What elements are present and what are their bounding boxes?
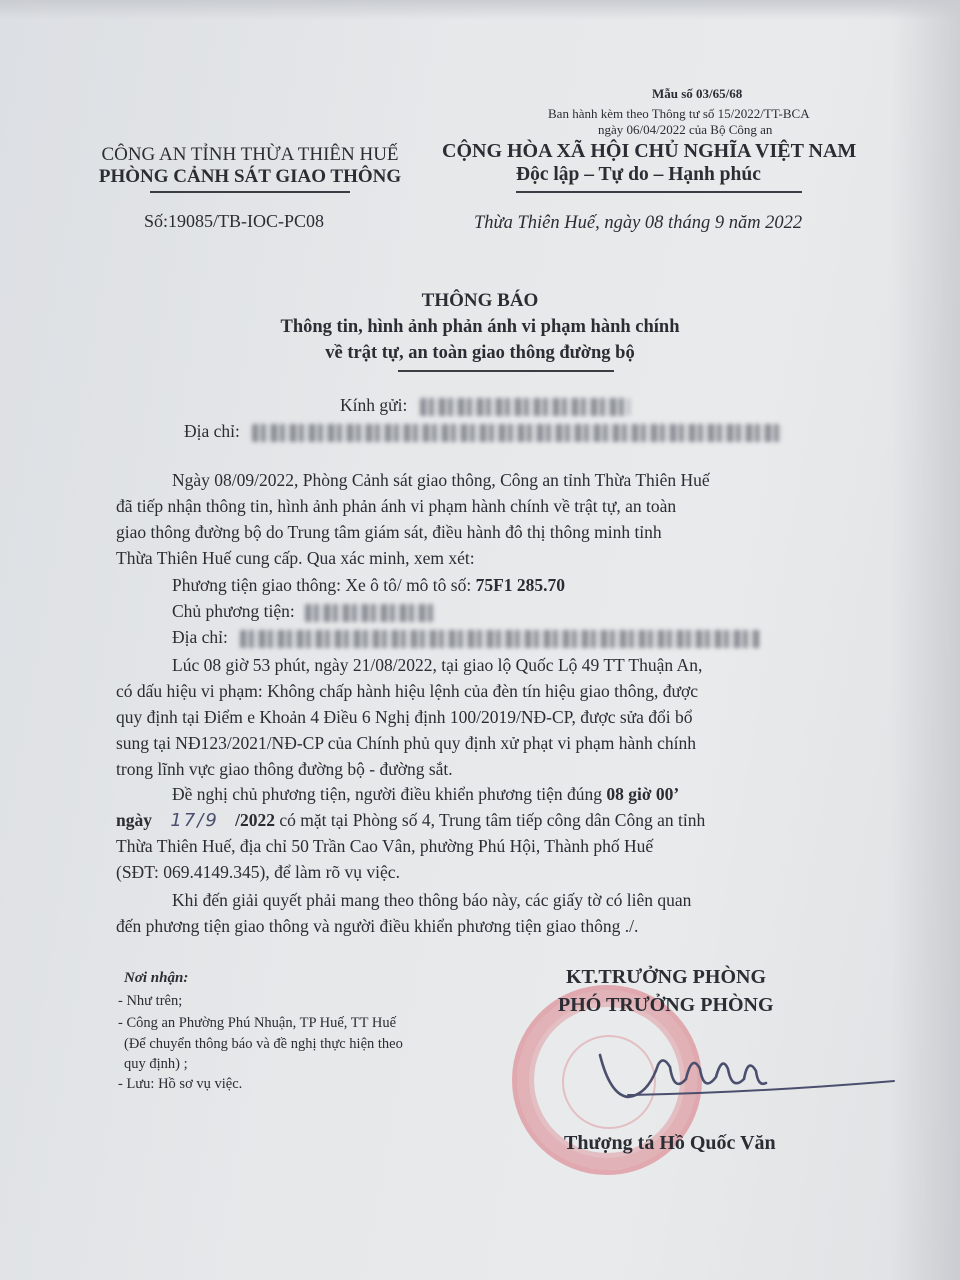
p2-line5: trong lĩnh vực giao thông đường bộ - đường sắt.	[116, 759, 453, 779]
day-label: ngày	[116, 810, 152, 830]
p2-line1: Lúc 08 giờ 53 phút, ngày 21/08/2022, tại giao lộ Quốc Lộ 49 TT Thuận An,	[172, 655, 703, 675]
motto-underline	[516, 191, 802, 193]
signature-title-1: KT.TRƯỞNG PHÒNG	[566, 966, 766, 988]
redacted-recipient-address	[252, 424, 782, 442]
recipients-item-1: - Như trên;	[118, 993, 183, 1009]
p1-line3: giao thông đường bộ do Trung tâm giám sát, điều hành đô thị thông minh tỉnh	[116, 522, 662, 542]
appointment-year: /2022	[235, 810, 276, 830]
title-underline	[398, 370, 614, 372]
p2-line2: có dấu hiệu vi phạm: Không chấp hành hiệu lệnh của đèn tín hiệu giao thông, được	[116, 681, 698, 701]
place-date: Thừa Thiên Huế, ngày 08 tháng 9 năm 2022	[474, 213, 803, 233]
form-issued-line2: ngày 06/04/2022 của Bộ Công an	[598, 122, 773, 137]
notice-subtitle-1: Thông tin, hình ảnh phản ánh vi phạm hành chính	[280, 317, 680, 337]
handwritten-signature	[588, 1035, 908, 1115]
recipient-address-row	[184, 421, 782, 442]
p1-line4: Thừa Thiên Huế cung cấp. Qua xác minh, xem xét:	[116, 548, 475, 568]
signer-name: Thượng tá Hồ Quốc Văn	[564, 1132, 776, 1154]
owner-address-row	[172, 627, 760, 648]
vehicle-row	[172, 575, 565, 596]
agency-underline	[150, 191, 350, 193]
notice-subtitle-2: về trật tự, an toàn giao thông đường bộ	[325, 343, 635, 363]
redacted-recipient-name	[420, 398, 630, 416]
p1-line2: đã tiếp nhận thông tin, hình ảnh phản ánh vi phạm hành chính về trật tự, an toàn	[116, 496, 677, 516]
recipient-label: Kính gửi:	[340, 395, 408, 415]
owner-address-label: Địa chỉ:	[172, 627, 228, 647]
appointment-time: 08 giờ 00’	[606, 784, 680, 804]
agency-line2: PHÒNG CẢNH SÁT GIAO THÔNG	[98, 166, 402, 187]
p3-line2-rest: có mặt tại Phòng số 4, Trung tâm tiếp công dân Công an tỉnh	[275, 810, 706, 830]
form-code: Mẫu số 03/65/68	[652, 86, 743, 101]
owner-label: Chủ phương tiện:	[172, 601, 295, 621]
agency-line1: CÔNG AN TỈNH THỪA THIÊN HUẾ	[101, 144, 399, 165]
previous-page-edge	[0, 0, 960, 20]
p3-text: Đề nghị chủ phương tiện, người điều khiển phương tiện đúng	[172, 784, 607, 804]
recipients-item-3: (Để chuyển thông báo và đề nghị thực hiện theo	[124, 1036, 403, 1052]
redacted-owner-name	[305, 604, 435, 622]
p2-line3: quy định tại Điểm e Khoản 4 Điều 6 Nghị định 100/2019/NĐ-CP, được sửa đổi bổ	[116, 707, 693, 727]
recipients-heading: Nơi nhận:	[124, 970, 189, 986]
handwritten-date: 17/9	[170, 810, 219, 831]
p3-line2	[116, 810, 705, 831]
nation-motto: Độc lập – Tự do – Hạnh phúc	[516, 164, 761, 185]
redacted-owner-address	[240, 630, 760, 648]
recipients-item-2: - Công an Phường Phú Nhuận, TP Huế, TT Huế	[118, 1015, 396, 1031]
recipients-item-5: - Lưu: Hồ sơ vụ việc.	[118, 1076, 243, 1092]
vehicle-plate: 75F1 285.70	[475, 575, 566, 595]
document-number: Số:19085/TB-IOC-PC08	[144, 211, 325, 231]
p3-line4: (SĐT: 069.4149.345), để làm rõ vụ việc.	[116, 862, 400, 882]
nation-line1: CỘNG HÒA XÃ HỘI CHỦ NGHĨA VIỆT NAM	[442, 140, 857, 162]
vehicle-label: Phương tiện giao thông: Xe ô tô/ mô tô số:	[172, 575, 476, 595]
owner-row	[172, 601, 435, 622]
p2-line4: sung tại NĐ123/2021/NĐ-CP của Chính phủ quy định xử phạt vi phạm hành chính	[116, 733, 696, 753]
notice-title: THÔNG BÁO	[421, 290, 539, 311]
p3-line3: Thừa Thiên Huế, địa chỉ 50 Trần Cao Vân, phường Phú Hội, Thành phố Huế	[116, 836, 654, 856]
recipient-address-label: Địa chỉ:	[184, 421, 240, 441]
form-issued-line1: Ban hành kèm theo Thông tư số 15/2022/TT-BCA	[548, 106, 810, 121]
recipient-row	[340, 395, 630, 416]
recipients-item-4: quy định) ;	[124, 1056, 188, 1072]
p1-line1: Ngày 08/09/2022, Phòng Cảnh sát giao thông, Công an tỉnh Thừa Thiên Huế	[172, 470, 710, 490]
p4-line2: đến phương tiện giao thông và người điều khiển phương tiện giao thông ./.	[116, 916, 639, 936]
p3-line1	[172, 784, 679, 805]
signature-title-2: PHÓ TRƯỞNG PHÒNG	[558, 994, 774, 1016]
p4-line1: Khi đến giải quyết phải mang theo thông báo này, các giấy tờ có liên quan	[172, 890, 692, 910]
